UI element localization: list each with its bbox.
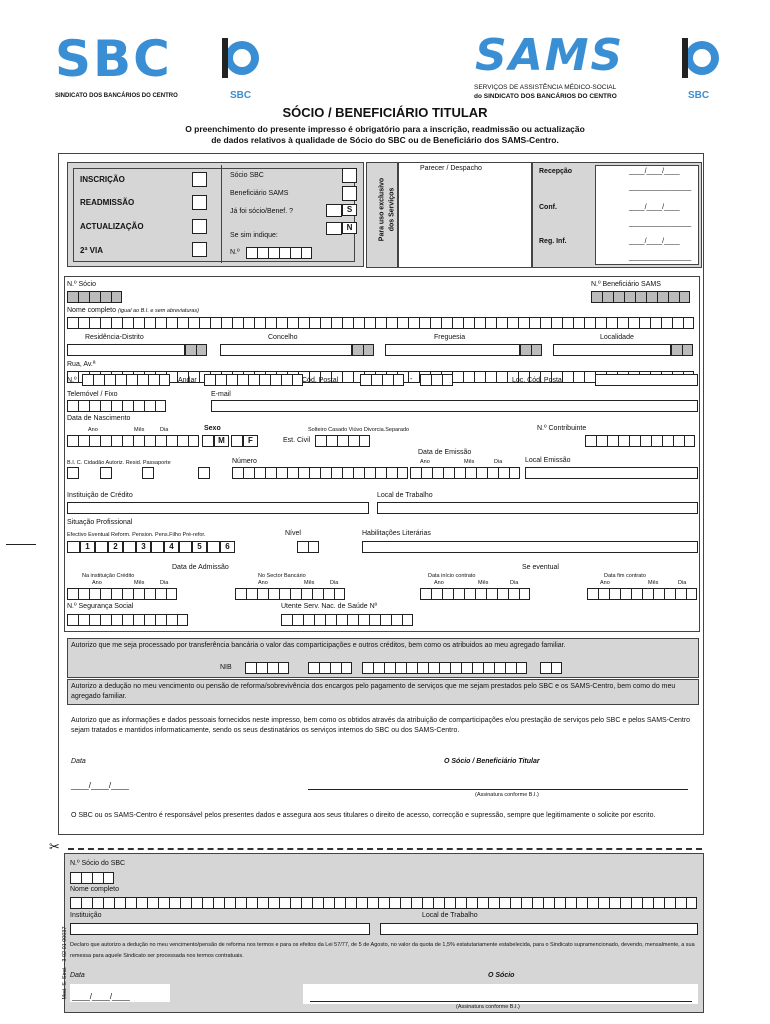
label-parecer: Parecer / Despacho: [420, 165, 482, 172]
option-m: M: [214, 435, 229, 447]
n-benef-field[interactable]: [591, 291, 690, 303]
label-bottom-data: Data: [70, 972, 85, 979]
loc-cod-field[interactable]: [595, 374, 698, 386]
gear-emblem-icon: [678, 34, 724, 90]
situacao-checkbox[interactable]: [151, 541, 164, 553]
checkbox-f[interactable]: [231, 435, 243, 447]
label-docs: B.I. C. Cidadão Autoriz. Resid. Passaporte: [67, 460, 171, 466]
label-bottom-instituicao: Instituição: [70, 912, 102, 919]
label-rua: Rua, Av.ª: [67, 361, 96, 368]
local-emissao-field[interactable]: [525, 467, 698, 479]
habilitacoes-field[interactable]: [362, 541, 698, 553]
label-titular: O Sócio / Beneficiário Titular: [444, 758, 540, 765]
label-andar: Andar: [178, 377, 197, 384]
conf-line[interactable]: ________________: [629, 220, 692, 227]
situacao-checkbox[interactable]: [123, 541, 136, 553]
nib-branch-field[interactable]: [308, 662, 352, 674]
nivel-field[interactable]: [297, 541, 319, 553]
sams-logo: SAMS: [475, 30, 625, 81]
situacao-checkbox[interactable]: [179, 541, 192, 553]
label-estados: Solteiro Casado Viúvo Divorcia.Separado: [308, 427, 410, 433]
label-nome: Nome completo (igual ao B.I. e sem abreviaturas): [67, 307, 199, 314]
label-nasc-mes: Mês: [134, 427, 145, 433]
label-nib: NIB: [220, 664, 232, 671]
bottom-date-line[interactable]: ____/____/____: [72, 992, 130, 1001]
label-numero: N.º: [67, 377, 77, 384]
sams-subtitle-1: SERVIÇOS DE ASSISTÊNCIA MÉDICO-SOCIAL: [474, 84, 617, 91]
situacao-options[interactable]: [67, 541, 235, 553]
reception-box: [532, 162, 702, 268]
label-num-previous: N.º: [230, 249, 240, 256]
checkbox-sim[interactable]: [326, 204, 342, 217]
label-conf: Conf.: [539, 204, 557, 211]
label-emissao: Data de Emissão: [418, 449, 472, 456]
label-uso-exclusivo: Para uso exclusivo: [378, 177, 386, 242]
option-s: S: [342, 204, 357, 216]
situacao-checkbox[interactable]: [67, 541, 80, 553]
telemovel-field[interactable]: [67, 400, 166, 412]
declaration-text: Declaro que autorizo a dedução no meu vencimento/pensão de reforma nos termos e para os efeitos da Lei 57/77, de 5 de Agosto, no valor da quota de 1,5% estatutariamente estabelecida, para o Sindicato supramencionado, devendo, mensalmente, a sua remessa para aquele Sindicato ser processada nos termos contratuais.: [70, 942, 695, 959]
localidade-field[interactable]: [553, 344, 671, 356]
label-n-benef: N.º Beneficiário SAMS: [591, 281, 661, 288]
nome-field[interactable]: [67, 317, 694, 329]
utente-field[interactable]: [281, 614, 413, 626]
label-bottom-n-socio: N.º Sócio do SBC: [70, 860, 126, 867]
label-contribuinte: N.º Contribuinte: [537, 425, 587, 432]
concelho-field[interactable]: [220, 344, 352, 356]
checkbox-residencia[interactable]: [142, 467, 154, 479]
label-bottom-nome: Nome completo: [70, 886, 120, 893]
label-concelho: Concelho: [268, 334, 298, 341]
situacao-checkbox[interactable]: [207, 541, 220, 553]
numero-field[interactable]: [82, 374, 170, 386]
label-fim-ano: Ano: [600, 580, 610, 586]
member-panel-divider: [221, 165, 222, 263]
label-inscricao: INSCRIÇÃO: [80, 175, 125, 184]
recepcao-date[interactable]: ____/____/____: [629, 168, 680, 175]
label-localidade: Localidade: [600, 334, 634, 341]
localidade-code[interactable]: [671, 344, 693, 356]
label-bottom-local: Local de Trabalho: [422, 912, 478, 919]
situacao-number: 2: [108, 541, 123, 553]
label-nivel: Nível: [285, 530, 301, 537]
label-n-socio: N.º Sócio: [67, 281, 97, 288]
bottom-n-socio-field[interactable]: [70, 872, 114, 884]
numero-doc-field[interactable]: [232, 467, 408, 479]
admissao-inst-field[interactable]: [67, 588, 177, 600]
label-inicio: Data início contrato: [428, 573, 476, 579]
parecer-box: [398, 162, 532, 268]
inicio-contrato-field[interactable]: [420, 588, 530, 600]
label-habilitacoes: Habilitações Literárias: [362, 530, 431, 537]
label-na-inst: Na instituição Crédito: [82, 573, 135, 579]
page-title: SÓCIO / BENEFICIÁRIO TITULAR: [282, 105, 488, 120]
concelho-code[interactable]: [352, 344, 374, 356]
checkbox-nao[interactable]: [326, 222, 342, 235]
sbc-logo: [55, 30, 215, 90]
bottom-local-field[interactable]: [380, 923, 698, 935]
admissao-sector-field[interactable]: [235, 588, 345, 600]
label-bottom-socio: O Sócio: [488, 972, 515, 979]
checkbox-inscricao[interactable]: [192, 172, 207, 187]
reg-line[interactable]: ________________: [629, 254, 692, 261]
label-local-trabalho: Local de Trabalho: [377, 492, 433, 499]
label-nascimento: Data de Nascimento: [67, 415, 131, 422]
label-ini-dia: Dia: [510, 580, 519, 586]
label-situacao: Situação Profissional: [67, 519, 133, 526]
label-situacoes: Efectivo Eventual Reform. Pension. Pens.Filho Pré-refor.: [67, 532, 206, 538]
label-instituicao: Instituição de Crédito: [67, 492, 133, 499]
label-hifen: -: [410, 376, 413, 383]
local-trabalho-field[interactable]: [377, 502, 698, 514]
label-sexo: Sexo: [204, 425, 221, 432]
bottom-signature-line[interactable]: [310, 1001, 692, 1002]
sams-badge: SBC: [688, 90, 710, 101]
label-assinatura: (Assinatura conforme B.I.): [475, 792, 539, 798]
intro-line-2: de dados relativos à qualidade de Sócio do SBC ou de Beneficiário dos SAMS-Centro.: [211, 135, 559, 145]
distrito-code[interactable]: [185, 344, 207, 356]
label-freguesia: Freguesia: [434, 334, 466, 341]
label-sec-mes: Mês: [304, 580, 315, 586]
label-adm-mes: Mês: [134, 580, 145, 586]
sams-subtitle-2: do SINDICATO DOS BANCÁRIOS DO CENTRO: [474, 93, 617, 100]
est-civil-field[interactable]: [315, 435, 370, 447]
gear-emblem-icon: [218, 34, 264, 90]
label-data: Data: [71, 758, 86, 765]
label-cod-postal: Cód. Postal: [302, 377, 339, 384]
deduction-text: Autorizo a dedução no meu vencimento ou pensão de reforma/sobrevivência dos encargos pelo pagamento de serviços que me sejam prestados pelo SBC e os SAMS-Centro, bem como do meu agregado familiar.: [71, 683, 676, 700]
nib-check-field[interactable]: [540, 662, 562, 674]
label-nasc-ano: Ano: [88, 427, 98, 433]
checkbox-readmissao[interactable]: [192, 195, 207, 210]
label-bottom-assinatura: (Assinatura conforme B.I.): [456, 1004, 520, 1010]
label-residencia: Residência-Distrito: [85, 334, 144, 341]
label-email: E-mail: [211, 391, 231, 398]
previous-number-field[interactable]: [246, 247, 312, 259]
label-dos-servicos: dos Serviços: [388, 187, 396, 232]
label-sec-dia: Dia: [330, 580, 339, 586]
freguesia-code[interactable]: [520, 344, 542, 356]
form-code: Mod. S. Sind. - 3 02 01 00037: [62, 926, 68, 1000]
checkbox-actualizacao[interactable]: [192, 219, 207, 234]
sbc-logo-text: SBC: [55, 30, 172, 88]
option-f: F: [243, 435, 258, 447]
label-ja-foi: Já foi sócio/Benef. ?: [230, 208, 294, 215]
distrito-field[interactable]: [67, 344, 185, 356]
checkbox-socio-sbc[interactable]: [342, 168, 357, 183]
signature-line[interactable]: [308, 789, 688, 790]
checkbox-passaporte[interactable]: [198, 467, 210, 479]
andar-field[interactable]: [204, 374, 303, 386]
label-adm-dia: Dia: [160, 580, 169, 586]
recepcao-line[interactable]: ________________: [629, 184, 692, 191]
label-numero-doc: Número: [232, 458, 257, 465]
checkbox-cc[interactable]: [100, 467, 112, 479]
label-benef-sams: Beneficiário SAMS: [230, 190, 289, 197]
cod-postal-field[interactable]: [360, 374, 404, 386]
checkbox-m[interactable]: [202, 435, 214, 447]
label-loc-cod: Loc. Cód. Postal: [512, 377, 564, 384]
label-emis-dia: Dia: [494, 459, 503, 465]
freguesia-field[interactable]: [385, 344, 520, 356]
situacao-number: 3: [136, 541, 151, 553]
emissao-field[interactable]: [410, 467, 520, 479]
label-utente: Utente Serv. Nac. de Saúde Nº: [281, 603, 378, 610]
n-socio-field[interactable]: [67, 291, 122, 303]
label-adm-ano: Ano: [92, 580, 102, 586]
cut-line: [68, 848, 702, 850]
label-eventual: Se eventual: [522, 564, 559, 571]
bottom-nome-field[interactable]: [70, 897, 697, 909]
bottom-instituicao-field[interactable]: [70, 923, 370, 935]
intro-line-1: O preenchimento do presente impresso é obrigatório para a inscrição, readmissão ou actualização: [185, 124, 585, 134]
label-fim-mes: Mês: [648, 580, 659, 586]
checkbox-benef-sams[interactable]: [342, 186, 357, 201]
date-line[interactable]: ____/____/____: [71, 781, 129, 790]
label-readmissao: READMISSÃO: [80, 198, 135, 207]
reg-date[interactable]: ____/____/____: [629, 238, 680, 245]
label-telemovel: Telemóvel / Fixo: [67, 391, 118, 398]
fim-contrato-field[interactable]: [587, 588, 697, 600]
nib-account-field[interactable]: [362, 662, 527, 674]
label-est-civil: Est. Civil: [283, 437, 311, 444]
margin-mark: [6, 544, 36, 545]
option-n: N: [342, 222, 357, 234]
checkbox-2via[interactable]: [192, 242, 207, 257]
label-sec-ano: Ano: [258, 580, 268, 586]
label-fim: Data fim contrato: [604, 573, 646, 579]
label-reg-inf: Reg. Inf.: [539, 238, 567, 245]
nascimento-field[interactable]: [67, 435, 199, 447]
label-emis-ano: Ano: [420, 459, 430, 465]
seg-social-field[interactable]: [67, 614, 188, 626]
label-emis-mes: Mês: [464, 459, 475, 465]
label-nasc-dia: Dia: [160, 427, 169, 433]
label-recepcao: Recepção: [539, 168, 573, 175]
label-socio-sbc: Sócio SBC: [230, 172, 264, 179]
nib-bank-field[interactable]: [245, 662, 289, 674]
label-2via: 2ª VIA: [80, 246, 103, 255]
responsibility-text: O SBC ou os SAMS-Centro é responsável pelos presentes dados e assegura aos seus titulares o direito de acesso, correcção e supressão, sempre que legitimamente o solicite por escrito.: [71, 812, 656, 819]
sbc-subtitle: SINDICATO DOS BANCÁRIOS DO CENTRO: [55, 93, 178, 99]
label-ini-mes: Mês: [478, 580, 489, 586]
sbc-badge: SBC: [230, 90, 252, 101]
label-se-sim: Se sim indique:: [230, 232, 278, 239]
situacao-checkbox[interactable]: [95, 541, 108, 553]
scissors-icon: ✂: [49, 840, 60, 855]
bank-authorization-text: Autorizo que me seja processado por transferência bancária o valor das comparticipações e outros créditos, bem como os atribuidos ao meu agregado familiar.: [71, 642, 566, 649]
conf-date[interactable]: ____/____/____: [629, 204, 680, 211]
label-local-emissao: Local Emissão: [525, 457, 571, 464]
label-fim-dia: Dia: [678, 580, 687, 586]
cod-postal-ext-field[interactable]: [420, 374, 453, 386]
label-seg-social: N.º Segurança Social: [67, 603, 134, 610]
email-field[interactable]: [211, 400, 698, 412]
situacao-number: 5: [192, 541, 207, 553]
contribuinte-field[interactable]: [585, 435, 695, 447]
label-admissao: Data de Admissão: [172, 564, 229, 571]
label-no-sector: No Sector Bancário: [258, 573, 306, 579]
situacao-number: 6: [220, 541, 235, 553]
data-processing-text: Autorizo que as informações e dados pessoais fornecidos neste impresso, bem como os obtidos através da atribuição de comparticipações e/ou prestação de serviços pelo SBC e pelos SAMS-Centro sejam tratados e mantidos informaticamente, sendo os seus destinatários os serviços internos do SBC ou dos SAMS-Centro.: [71, 717, 691, 734]
situacao-number: 4: [164, 541, 179, 553]
situacao-number: 1: [80, 541, 95, 553]
label-ini-ano: Ano: [434, 580, 444, 586]
label-actualizacao: ACTUALIZAÇÃO: [80, 222, 144, 231]
checkbox-bi[interactable]: [67, 467, 79, 479]
instituicao-field[interactable]: [67, 502, 369, 514]
